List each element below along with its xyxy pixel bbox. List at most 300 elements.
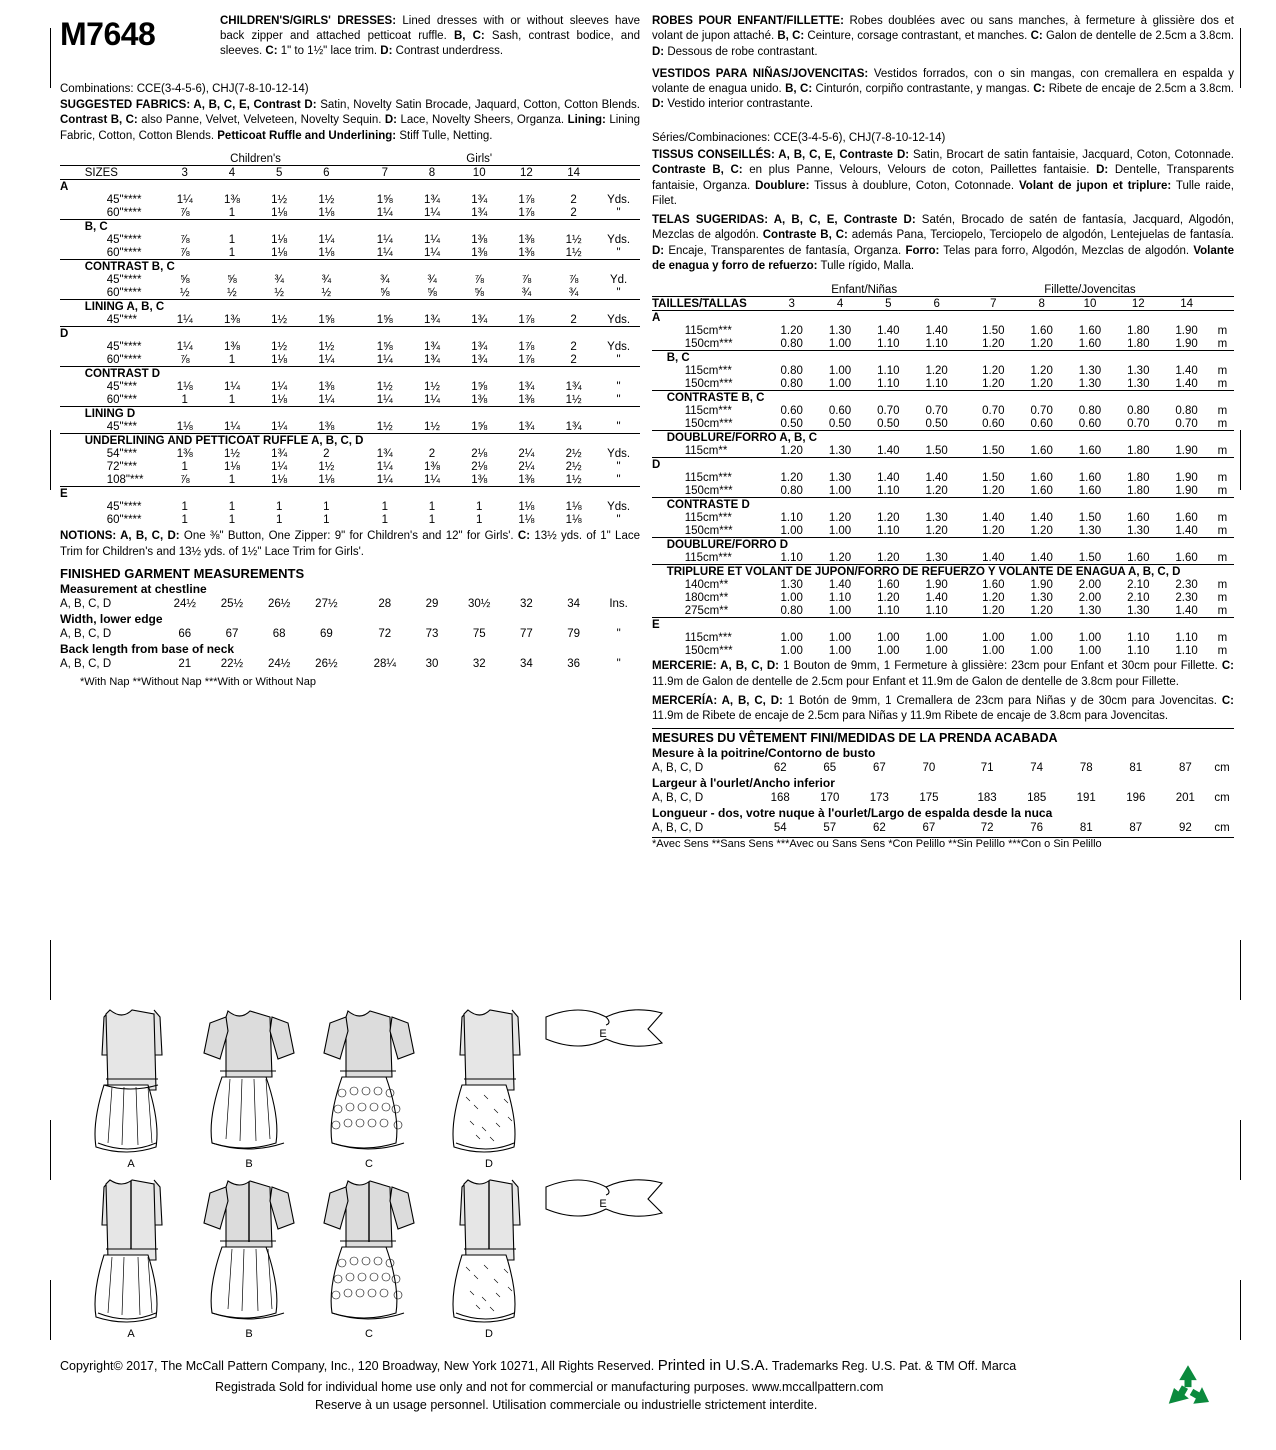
- yardage-value: 1½: [318, 193, 335, 206]
- metric-view-letter: E: [652, 618, 667, 632]
- yardage-value: 1¼: [176, 193, 193, 206]
- mesures-unit: cm: [1214, 762, 1230, 775]
- yardage-value: 1⅛: [271, 246, 288, 259]
- yardage-value: 1⅛: [318, 473, 335, 486]
- metric-group-title-row: [652, 618, 1234, 632]
- yardage-value: 1½: [376, 420, 393, 433]
- view-letter: [60, 407, 85, 421]
- mesures-value: 54: [773, 822, 787, 835]
- yardage-value: 1⅛: [271, 393, 288, 406]
- metric-value: 1.30: [925, 551, 948, 564]
- yardage-value: 2: [570, 206, 577, 219]
- mesures-value: 87: [1178, 762, 1192, 775]
- yardage-value: ⅝: [474, 286, 484, 299]
- yardage-unit: ": [616, 286, 621, 299]
- fgm-section-heading: Width, lower edge: [60, 611, 163, 626]
- metric-unit: m: [1217, 604, 1228, 617]
- yardage-value: 1¾: [376, 447, 393, 460]
- metric-group-header: [652, 283, 1234, 297]
- metric-value: 1.80: [1127, 337, 1150, 350]
- yardage-value: 1¾: [471, 206, 488, 219]
- fgm-unit: ": [616, 627, 621, 640]
- yardage-value: 1⅜: [518, 393, 535, 406]
- metric-unit: m: [1217, 591, 1228, 604]
- view-letter: [60, 434, 85, 448]
- fgm-section-heading-row: [60, 581, 640, 597]
- mesures-value: 70: [922, 762, 936, 775]
- metric-value: 0.80: [1127, 404, 1150, 417]
- metric-view-letter: [652, 498, 667, 512]
- metric-group-title: DOUBLURE/FORRO A, B, C: [667, 431, 1234, 445]
- yardage-value: 1¾: [423, 193, 440, 206]
- fabric-width: 60"***: [106, 393, 138, 406]
- header-row: [60, 14, 640, 60]
- metric-value: 1.20: [925, 524, 948, 537]
- combinations-left: Combinations: CCE(3-4-5-6), CHJ(7-8-10-12-14): [60, 82, 309, 95]
- fgm-value: 29: [425, 597, 439, 610]
- metric-value: 0.60: [982, 417, 1005, 430]
- metric-value: 1.20: [982, 591, 1005, 604]
- suggested-fabrics: SUGGESTED FABRICS: A, B, C, E, Contrast D: Satin, Novelty Satin Brocade, Jaquard, Cotton, Cotton Blends. Contrast B, C: also Panne, Velvet, Velveteen, Novelty Sequin. D: Lace, Novelty Sheers, Organza. Lining: Lining Fabric, Cotton, Cotton Blends. Petticoat Ruffle and Underlining: Stiff Tulle, Netting.: [60, 98, 641, 142]
- fabric-width: 60"****: [106, 246, 142, 259]
- yardage-value: 1¼: [423, 393, 440, 406]
- yardage-value: 1¼: [376, 206, 393, 219]
- mesures-row-label: A, B, C, D: [652, 762, 704, 775]
- figure-label-b1: B: [245, 1158, 253, 1170]
- figure-a-back: [95, 1180, 162, 1322]
- metric-group-title-row: [652, 458, 1234, 472]
- yardage-value: 1: [381, 513, 388, 526]
- metric-value: 1.90: [1175, 337, 1198, 350]
- fgm-value: 27½: [315, 597, 338, 610]
- metric-value: 1.20: [780, 444, 803, 457]
- metric-unit: m: [1217, 578, 1228, 591]
- yardage-value: ⅝: [227, 273, 237, 286]
- metric-value: 1.30: [1078, 364, 1102, 377]
- yardage-value: 1½: [423, 420, 440, 433]
- yardage-value: 1¼: [318, 353, 335, 366]
- metric-value: 1.10: [925, 604, 948, 617]
- left-column: [60, 14, 640, 688]
- mesures-row: [652, 791, 1234, 805]
- view-letter: A: [60, 180, 85, 194]
- fgm-value: 24½: [267, 657, 291, 670]
- size-14: 14: [550, 166, 597, 180]
- metric-value: 1.60: [877, 578, 900, 591]
- fgm-value: 32: [520, 597, 533, 610]
- yardage-value: 1⅝: [376, 313, 393, 326]
- metric-value: 0.80: [780, 484, 803, 497]
- metric-value: 0.80: [1175, 404, 1198, 417]
- yardage-value: 1½: [318, 340, 335, 353]
- yardage-group-title: CONTRAST D: [85, 367, 640, 381]
- figure-label-b2: B: [245, 1328, 253, 1340]
- sizes-row: [60, 166, 640, 180]
- metric-value: 1.60: [1078, 444, 1102, 457]
- metric-value: 1.20: [877, 591, 900, 604]
- fabric-width: 45"***: [106, 313, 138, 326]
- yardage-unit: ": [616, 513, 621, 526]
- yardage-unit: Yds.: [607, 313, 631, 326]
- mesures-value: 92: [1178, 822, 1192, 835]
- metric-row: [652, 337, 1234, 351]
- metric-value: 1.20: [1030, 377, 1053, 390]
- yardage-value: 1¾: [518, 420, 535, 433]
- yardage-value: ¾: [321, 273, 332, 286]
- metric-row: [652, 511, 1234, 524]
- metric-value: 1.50: [1078, 511, 1102, 524]
- yardage-unit: ": [616, 460, 621, 473]
- metric-value: 0.70: [982, 404, 1005, 417]
- yardage-unit: ": [616, 353, 621, 366]
- yardage-value: 1¼: [318, 393, 335, 406]
- mesures-value: 62: [773, 762, 787, 775]
- notions: NOTIONS: A, B, C, D: One ⅜" Button, One Zipper: 9" for Children's and 12" for Girls'. C: 13½ yds. of 1" Lace Trim for Children's and 13½ yds. of 1½" Lace Trim for Girls'.: [60, 530, 640, 558]
- metric-value: 1.60: [1127, 511, 1150, 524]
- metric-value: 1.10: [877, 484, 900, 497]
- mesures-title: MESURES DU VÊTEMENT FINI/MEDIDAS DE LA PRENDA ACABADA: [652, 731, 1058, 746]
- mesures-value: 67: [922, 822, 936, 835]
- yardage-value: 1: [275, 500, 283, 513]
- metric-value: 1.00: [780, 591, 803, 604]
- fgm-unit: Ins.: [609, 597, 628, 610]
- fgm-value: 30½: [468, 597, 491, 610]
- metric-row: [652, 324, 1234, 337]
- yardage-value: 1¼: [176, 340, 193, 353]
- metric-value: 1.10: [877, 524, 900, 537]
- yardage-group-title: [85, 487, 640, 501]
- metric-unit: m: [1217, 631, 1228, 644]
- metric-view-letter: [652, 431, 667, 445]
- yardage-row: [60, 513, 640, 526]
- metric-value: 1.00: [780, 631, 803, 644]
- metric-value: 1.40: [1175, 604, 1198, 617]
- yardage-unit: ": [616, 206, 621, 219]
- yardage-group-title: LINING A, B, C: [85, 300, 640, 314]
- metric-fabric-width: 115cm***: [684, 631, 732, 644]
- yardage-value: 1: [181, 513, 188, 526]
- yardage-value: ⅞: [521, 273, 532, 286]
- metric-value: 1.40: [1030, 551, 1053, 564]
- fgm-section-heading-row: [60, 611, 640, 627]
- yardage-value: 1¾: [518, 380, 535, 393]
- metric-fabric-width: 150cm***: [684, 484, 733, 497]
- yardage-value: 1½: [318, 460, 335, 473]
- metric-value: 1.80: [1127, 471, 1150, 484]
- yardage-group-title: LINING D: [85, 407, 640, 421]
- yardage-value: 1¼: [271, 460, 288, 473]
- yardage-value: 1: [323, 513, 330, 526]
- mesures-value: 81: [1079, 822, 1093, 835]
- yardage-value: 1: [228, 500, 236, 513]
- metric-view-letter: A: [652, 311, 667, 325]
- view-letter: [60, 220, 85, 234]
- fabric-width: 72"***: [106, 460, 138, 473]
- metric-value: 0.80: [780, 604, 803, 617]
- fgm-value: 32: [472, 657, 486, 670]
- figure-label-a1: A: [127, 1158, 135, 1170]
- yardage-value: 1⅜: [518, 233, 535, 246]
- metric-sizes-row: [652, 297, 1234, 311]
- figure-label-d1: D: [485, 1158, 493, 1170]
- yardage-value: 1¼: [271, 380, 288, 393]
- metric-value: 1.30: [1127, 524, 1150, 537]
- metric-group-title-row: [652, 565, 1234, 579]
- view-letter: [60, 367, 85, 381]
- yardage-group-title-row: [60, 220, 640, 234]
- fgm-value: 75: [472, 627, 486, 640]
- metric-value: 1.30: [780, 578, 803, 591]
- yardage-value: 1⅛: [318, 206, 335, 219]
- mesures-value: 81: [1129, 762, 1143, 775]
- yardage-unit: ": [616, 473, 621, 486]
- view-letter: D: [60, 327, 85, 341]
- mesures-value: 78: [1079, 762, 1093, 775]
- yardage-value: 1½: [565, 246, 582, 259]
- yardage-value: 1⅜: [518, 473, 535, 486]
- metric-value: 1.10: [780, 551, 803, 564]
- mesures-value: 65: [823, 762, 837, 775]
- metric-row: [652, 551, 1234, 565]
- yardage-group-title-row: [60, 367, 640, 381]
- metric-value: 1.20: [1030, 604, 1053, 617]
- metric-value: 1.30: [1127, 377, 1150, 390]
- yardage-unit: ": [616, 246, 621, 259]
- yardage-value: 1⅝: [318, 313, 335, 326]
- fabric-width: 45"****: [106, 500, 142, 513]
- metric-fabric-width: 115cm***: [684, 404, 732, 417]
- metric-value: 1.60: [1175, 511, 1198, 524]
- yardage-value: 1⅛: [518, 513, 535, 526]
- msize-14: 14: [1162, 297, 1210, 311]
- yardage-value: 1⅛: [318, 246, 335, 259]
- metric-row: [652, 604, 1234, 618]
- metric-value: 1.90: [1175, 324, 1198, 337]
- metric-value: 1.40: [982, 511, 1005, 524]
- metric-unit: m: [1217, 364, 1228, 377]
- yardage-row: [60, 420, 640, 434]
- yardage-value: 1¼: [223, 380, 240, 393]
- yardage-value: 2½: [565, 447, 582, 460]
- fgm-value: 21: [178, 657, 192, 670]
- metric-value: 1.50: [982, 444, 1005, 457]
- metric-value: 1.00: [1030, 644, 1053, 657]
- metric-value: 1.00: [1078, 644, 1102, 657]
- metric-value: 1.30: [925, 511, 948, 524]
- fabric-width: 45"****: [106, 233, 142, 246]
- metric-value: 1.00: [828, 377, 852, 390]
- yardage-value: 1⅞: [518, 340, 535, 353]
- yardage-value: 1⅜: [223, 313, 240, 326]
- metric-value: 1.00: [1030, 631, 1053, 644]
- mesures-value: 72: [980, 822, 994, 835]
- yardage-value: ¾: [379, 273, 390, 286]
- yardage-value: 1: [228, 353, 236, 366]
- size-4: 4: [208, 166, 255, 180]
- metric-value: 0.60: [1078, 417, 1102, 430]
- metric-fabric-width: 115cm***: [684, 551, 732, 564]
- yardage-value: ¾: [274, 273, 284, 286]
- fgm-value: 72: [378, 627, 392, 640]
- metric-value: 2.10: [1127, 578, 1150, 591]
- fgm-value: 22½: [220, 657, 244, 670]
- metric-value: 0.60: [780, 404, 803, 417]
- fgm-row: [60, 627, 640, 641]
- msize-7: 7: [969, 297, 1017, 311]
- mesures-value: 74: [1030, 762, 1044, 775]
- recycle-icon: [1160, 1360, 1216, 1416]
- figure-label-c1: C: [365, 1158, 373, 1170]
- figure-b-back: [204, 1181, 294, 1319]
- metric-value: 1.30: [1078, 604, 1102, 617]
- yardage-value: ⅝: [179, 273, 190, 286]
- yardage-value: ⅝: [427, 286, 437, 299]
- metric-value: 1.20: [982, 484, 1005, 497]
- figure-label-c2: C: [365, 1328, 373, 1340]
- yardage-row: [60, 206, 640, 220]
- figure-d-back: [453, 1180, 520, 1322]
- yardage-value: ¾: [568, 286, 579, 299]
- msize-10: 10: [1066, 297, 1114, 311]
- footer-line-2: Registrada Sold for individual home use only and not for commercial or manufacturing purposes. www.mccallpattern.com: [215, 1379, 884, 1394]
- metric-fabric-width: 140cm**: [684, 578, 729, 591]
- illustration-svg: [60, 975, 660, 1340]
- metric-value: 1.80: [1127, 444, 1150, 457]
- msize-12: 12: [1114, 297, 1162, 311]
- fgm-value: 79: [567, 627, 581, 640]
- metric-value: 1.80: [1127, 484, 1150, 497]
- metric-value: 1.00: [982, 631, 1005, 644]
- fabric-width: 60"****: [106, 513, 142, 526]
- metric-value: 1.20: [982, 337, 1005, 350]
- figure-label-e2: E: [599, 1198, 607, 1210]
- french-description: ROBES POUR ENFANT/FILLETTE: Robes doublées avec ou sans manches, à fermeture à glissière dos et volant de jupon attaché. B, C: Ceinture, corsage contrastant, et manches. C: Galon de dentelle de 2.5cm a 3.8cm. D: Dessous de robe contrastant.: [652, 15, 1235, 58]
- metric-value: 1.50: [1078, 551, 1102, 564]
- metric-value: 1.40: [1175, 524, 1198, 537]
- yardage-value: 2: [570, 353, 577, 366]
- yardage-value: 2⅛: [471, 460, 488, 473]
- metric-value: 1.20: [982, 364, 1005, 377]
- mesures-heading: Largeur à l'ourlet/Ancho inferior: [652, 776, 835, 791]
- fgm-row-label: A, B, C, D: [60, 627, 112, 640]
- yardage-value: 2¼: [518, 460, 535, 473]
- group-header-childrens: Children's: [230, 152, 281, 165]
- yardage-value: 1: [475, 513, 483, 526]
- yardage-value: 1: [428, 513, 436, 526]
- metric-yardage-table: [652, 283, 1234, 657]
- yardage-value: 1⅛: [176, 420, 193, 433]
- yardage-value: 1: [181, 500, 188, 513]
- metric-value: 1.20: [828, 551, 852, 564]
- yardage-group-title: [85, 327, 640, 341]
- trademark-text: Trademarks Reg. U.S. Pat. & TM Off. Marca: [771, 1359, 1017, 1373]
- metric-value: 1.40: [828, 578, 852, 591]
- yardage-row: [60, 233, 640, 246]
- yardage-value: 1⅞: [518, 193, 535, 206]
- yardage-value: 1¾: [471, 313, 488, 326]
- yardage-value: 1: [381, 500, 388, 513]
- metric-value: 1.60: [1127, 551, 1150, 564]
- view-letter: E: [60, 487, 85, 501]
- mesures-row-label: A, B, C, D: [652, 822, 704, 835]
- fgm-title: FINISHED GARMENT MEASUREMENTS: [60, 565, 305, 581]
- mesures-row-label: A, B, C, D: [652, 792, 704, 805]
- metric-value: 1.20: [982, 377, 1005, 390]
- metric-value: 1.40: [877, 471, 900, 484]
- mesures-value: 168: [770, 792, 790, 805]
- yardage-group-title-row: [60, 487, 640, 501]
- metric-fabric-width: 115cm***: [684, 471, 732, 484]
- metric-value: 1.40: [1175, 377, 1198, 390]
- right-column: [652, 14, 1234, 850]
- size-12: 12: [503, 166, 550, 180]
- fgm-value: 67: [225, 627, 239, 640]
- metric-value: 1.60: [1078, 471, 1102, 484]
- yardage-value: 1¼: [271, 420, 288, 433]
- metric-row: [652, 484, 1234, 498]
- metric-value: 0.50: [877, 417, 900, 430]
- metric-value: 1.00: [877, 644, 900, 657]
- metric-value: 1.00: [925, 631, 948, 644]
- yardage-row: [60, 447, 640, 460]
- metric-value: 1.20: [1030, 337, 1053, 350]
- metric-group-title-row: [652, 538, 1234, 552]
- metric-value: 1.20: [982, 604, 1005, 617]
- metric-value: 1.20: [1030, 524, 1053, 537]
- yardage-group-title-row: [60, 434, 640, 448]
- yardage-value: 1: [181, 393, 188, 406]
- yardage-value: ⅞: [179, 233, 190, 246]
- metric-value: 1.10: [828, 591, 852, 604]
- metric-value: 1.10: [780, 511, 803, 524]
- metric-value: 1.50: [982, 471, 1005, 484]
- nap-note-left: *With Nap **Without Nap ***With or Without Nap: [80, 675, 316, 688]
- metric-fabric-width: 275cm**: [684, 604, 729, 617]
- yardage-value: 1⅛: [176, 380, 193, 393]
- metric-unit: m: [1217, 644, 1228, 657]
- metric-value: 2.30: [1175, 578, 1198, 591]
- yardage-value: 1⅛: [271, 353, 288, 366]
- metric-view-letter: [652, 565, 667, 579]
- fgm-value: 69: [319, 627, 333, 640]
- figure-c-back: [324, 1181, 414, 1319]
- mesures-value: 87: [1129, 822, 1143, 835]
- yardage-group-title-row: [60, 260, 640, 274]
- metric-value: 1.60: [1030, 471, 1053, 484]
- view-letter: [60, 260, 85, 274]
- metric-group-title-row: [652, 498, 1234, 512]
- fgm-row-label: A, B, C, D: [60, 657, 112, 670]
- metric-value: 1.00: [828, 604, 852, 617]
- metric-group-title-row: [652, 431, 1234, 445]
- yardage-row: [60, 473, 640, 487]
- yardage-unit: Yd.: [609, 273, 628, 286]
- yardage-value: 1¼: [376, 353, 393, 366]
- yardage-value: 2: [570, 313, 577, 326]
- yardage-value: 1¼: [376, 233, 393, 246]
- metric-value: 1.40: [1175, 364, 1198, 377]
- yardage-group-title-row: [60, 407, 640, 421]
- mesures-heading-row: [652, 775, 1234, 791]
- yardage-value: ¾: [521, 286, 532, 299]
- telas-sugeridas: TELAS SUGERIDAS: A, B, C, E, Contraste D: Satén, Brocado de satén de fantasía, Jacquard, Algodón, Mezclas de algodón. Contraste B, C: además Pana, Terciopelo, Terciopelo de algodón, Lentejuelas de fantasía. D: Encaje, Transparentes de fantasía, Organza. Forro: Telas para forro, Algodón, Mezclas de algodón. Volante de enagua y forro de refuerzo: Tulle rígido, Malla.: [652, 214, 1234, 272]
- yardage-value: 1¾: [471, 193, 488, 206]
- figure-d-front: [453, 1010, 520, 1152]
- yardage-value: 1⅛: [271, 233, 288, 246]
- yardage-value: 1¾: [271, 447, 288, 460]
- yardage-value: 1½: [565, 393, 582, 406]
- yardage-value: 2¼: [518, 447, 535, 460]
